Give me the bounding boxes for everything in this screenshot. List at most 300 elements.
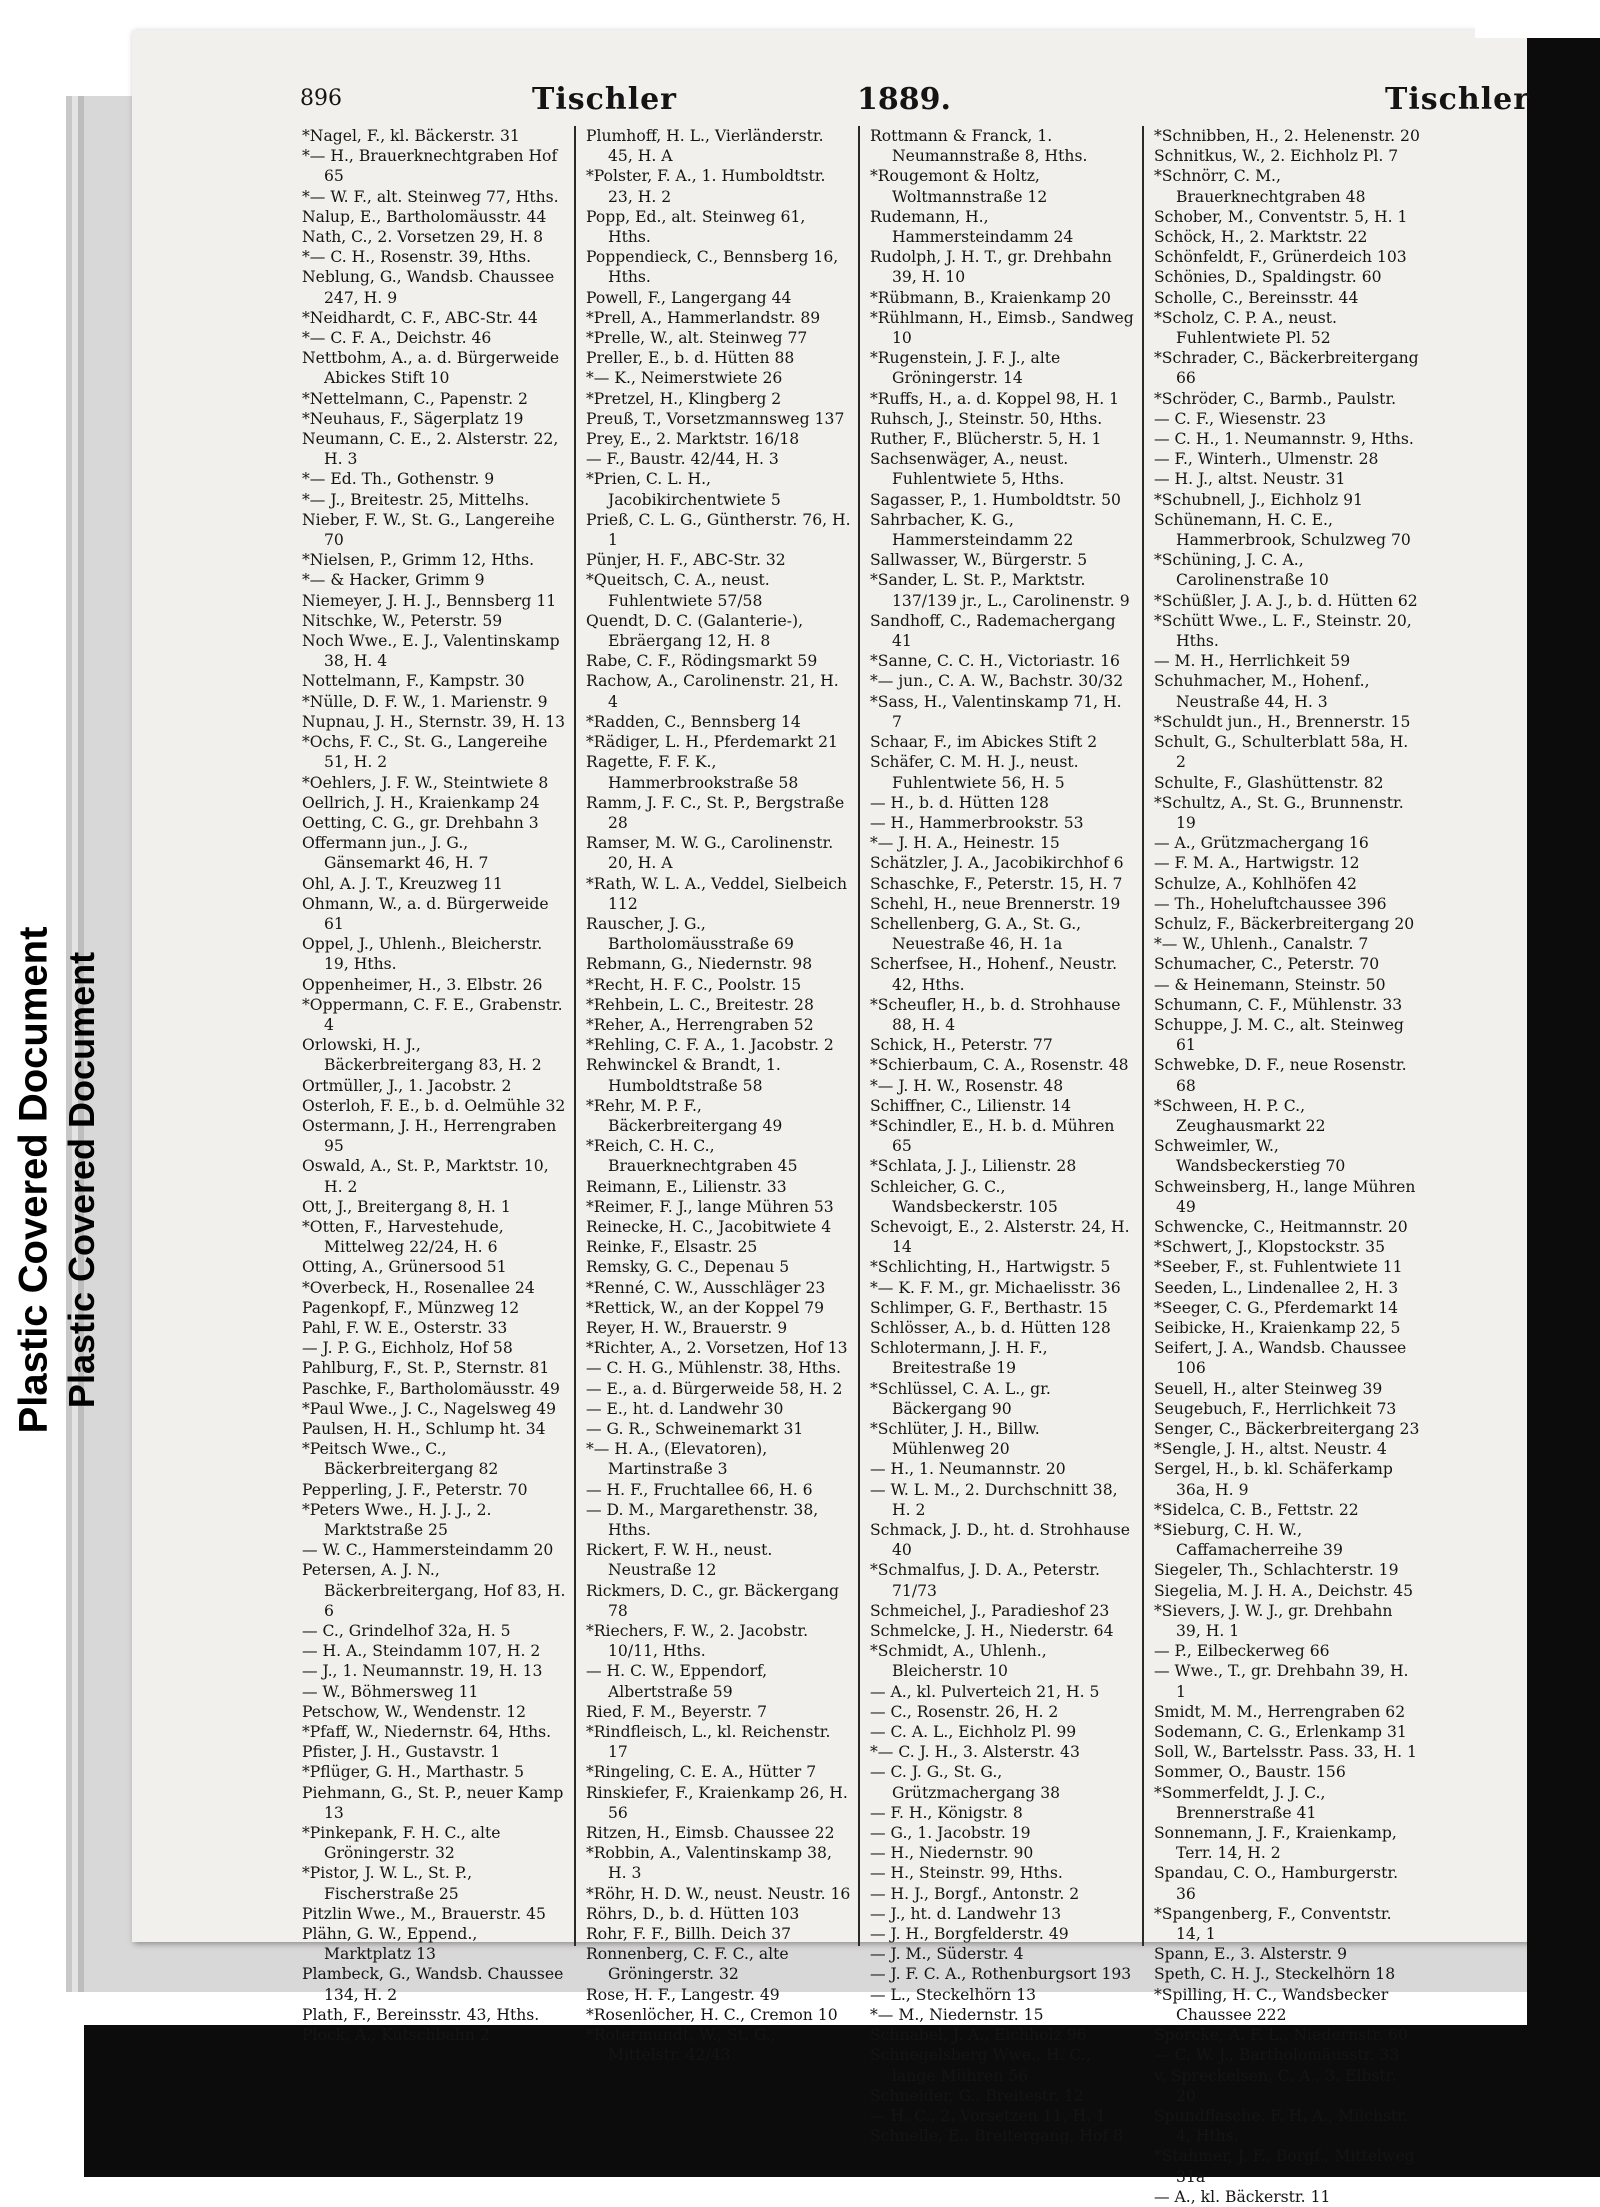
directory-entry: Nettbohm, A., a. d. Bürgerweide Abickes Stift 10 [302,349,560,388]
directory-entry: — H., Niedernstr. 90 [870,1844,1034,1863]
directory-entry: — C., Rosenstr. 26, H. 2 [870,1702,1059,1721]
directory-entry: *Schmalfus, J. D. A., Peterstr. 71/73 [870,1561,1100,1600]
directory-entry: *Schnibben, H., 2. Helenenstr. 20 [1154,127,1420,145]
directory-entry: *Rosenlöcher, H. C., Cremon 10 [586,2005,838,2024]
directory-entry: — H. F., Fruchtallee 66, H. 6 [586,1480,813,1499]
directory-entry: Rottmann & Franck, 1. Neumannstraße 8, Hths. [870,127,1088,166]
directory-entry: Nalup, E., Bartholomäusstr. 44 [302,207,547,226]
directory-entry: *Reimer, F. J., lange Mühren 53 [586,1197,834,1216]
directory-entry: Schober, M., Conventstr. 5, H. 1 [1154,207,1408,226]
directory-entry: Plähn, G. W., Eppend., Marktplatz 13 [302,1925,478,1964]
directory-entry: — & Heinemann, Steinstr. 50 [1154,975,1386,994]
directory-entry: Schnabel, J. A., Eichholz 96 [870,2026,1087,2045]
directory-entry: Schmelcke, J. H., Niederstr. 64 [870,1622,1114,1641]
directory-entry: *Röhr, H. D. W., neust. Neustr. 16 [586,1884,851,1903]
directory-entry: Schnitkus, W., 2. Eichholz Pl. 7 [1154,147,1399,166]
directory-entry: Schumacher, C., Peterstr. 70 [1154,955,1380,974]
directory-entry: Schiffner, C., Lilienstr. 14 [870,1096,1072,1115]
directory-entry: *— J. H. W., Rosenstr. 48 [870,1076,1064,1095]
directory-entry: *Schüßler, J. A. J., b. d. Hütten 62 [1154,591,1418,610]
directory-entry: Spandau, C. O., Hamburgerstr. 36 [1154,1864,1399,1903]
directory-entry: Neblung, G., Wandsb. Chaussee 247, H. 9 [302,268,555,307]
directory-entry: *— W. F., alt. Steinweg 77, Hths. [302,187,559,206]
side-label-ghost: Plastic Covered Document [11,926,56,1434]
directory-entry: — W. C., Hammersteindamm 20 [302,1541,554,1560]
directory-entry: Seifert, J. A., Wandsb. Chaussee 106 [1154,1339,1407,1378]
directory-entry: Noch Wwe., E. J., Valentinskamp 38, H. 4 [302,632,560,671]
directory-entry: — G. R., Schweinemarkt 31 [586,1420,804,1438]
directory-entry: — M. H., Herrlichkeit 59 [1154,652,1351,671]
directory-entry: Schuppe, J. M. C., alt. Steinweg 61 [1154,1015,1404,1055]
directory-entry: — C. W. J., Bartholomäusstr. 33 [1154,2046,1400,2065]
directory-entry: Rebmann, G., Niedernstr. 98 [586,955,813,974]
directory-entry: *Prell, A., Hammerlandstr. 89 [586,308,821,327]
year-heading: 1889. [857,82,951,117]
directory-entry: *Sengle, J. H., altst. Neustr. 4 [1154,1440,1387,1459]
directory-entry: Preller, E., b. d. Hütten 88 [586,349,795,368]
directory-entry: Rehwinckel & Brandt, 1. Humboldtstraße 58 [586,1056,781,1095]
directory-entry: *Polster, F. A., 1. Humboldtstr. 23, H. 2 [586,167,826,206]
directory-entry: Siegeler, Th., Schlachterstr. 19 [1154,1561,1399,1580]
directory-entry: — H., 1. Neumannstr. 20 [870,1460,1066,1479]
directory-entry: — D. M., Margarethenstr. 38, Hths. [586,1500,819,1540]
directory-entry: — C. J. G., St. G., Grützmachergang 38 [870,1763,1061,1802]
directory-entry: Spörcke, A. F. L., Niedernstr. 60 [1154,2026,1408,2045]
directory-entry: — F., Baustr. 42/44, H. 3 [586,450,779,469]
directory-entry: Oswald, A., St. P., Marktstr. 10, H. 2 [302,1157,549,1196]
directory-entry: *— H. A., (Elevatoren), Martinstraße 3 [586,1440,768,1479]
directory-entry: Seibicke, H., Kraienkamp 22, 5 [1154,1318,1401,1337]
directory-entry: — J. P. G., Eichholz, Hof 58 [302,1339,513,1358]
directory-entry: v. Spreckelsen, C. A., 3. Elbstr. 20 [1154,2066,1397,2105]
directory-entry: *Pinkepank, F. H. C., alte Gröningerstr. 32 [302,1824,501,1863]
directory-entry: *Oehlers, J. F. W., Steintwiete 8 [302,773,549,792]
directory-entry: *Riechers, F. W., 2. Jacobstr. 10/11, Hths. [586,1622,809,1661]
directory-entry: *Sidelca, C. B., Fettstr. 22 [1154,1500,1359,1519]
directory-entry: — H., Steinstr. 99, Hths. [870,1864,1063,1883]
directory-entry: — A., kl. Bäckerstr. 11 [1154,2187,1331,2206]
directory-entry: Sommer, O., Baustr. 156 [1154,1763,1346,1782]
directory-entry: Ronnenberg, C. F. C., alte Gröningerstr. 32 [586,1945,789,1984]
directory-entry: Schulte, F., Glashüttenstr. 82 [1154,773,1384,792]
directory-entry: Quendt, D. C. (Galanterie-), Ebräergang 12, H. 8 [586,611,804,651]
directory-entry: Reinke, F., Elsastr. 25 [586,1238,758,1257]
directory-entry: Ramser, M. W. G., Carolinenstr. 20, H. A [586,834,834,873]
directory-entry: *Peters Wwe., H. J. J., 2. Marktstraße 25 [302,1500,492,1540]
directory-entry: Smidt, M. M., Herrengraben 62 [1154,1702,1406,1721]
directory-entry: *Nettelmann, C., Papenstr. 2 [302,389,528,408]
directory-entry: Schehl, H., neue Brennerstr. 19 [870,894,1121,913]
directory-entry: *Schierbaum, C. A., Rosenstr. 48 [870,1056,1129,1075]
directory-entry: — A., kl. Pulverteich 21, H. 5 [870,1682,1100,1701]
directory-entry: Plambeck, G., Wandsb. Chaussee 134, H. 2 [302,1965,564,2004]
directory-entry: Oellrich, J. H., Kraienkamp 24 [302,793,540,812]
directory-entry: Siegelia, M. J. H. A., Deichstr. 45 [1154,1581,1414,1600]
directory-entry: *Prien, C. L. H., Jacobikirchentwiete 5 [586,470,781,509]
directory-entry: — Th., Hoheluftchaussee 396 [1154,894,1387,913]
directory-entry: *— J., Breitestr. 25, Mittelhs. [302,490,530,509]
directory-entry: Spann, E., 3. Alsterstr. 9 [1154,1945,1348,1964]
directory-entry: — C. H. G., Mühlenstr. 38, Hths. [586,1359,841,1378]
directory-entry: Prey, E., 2. Marktstr. 16/18 [586,430,800,449]
directory-entry: Schünemann, H. C. E., Hammerbrook, Schulzweg 70 [1154,510,1411,550]
directory-entry: *Oppermann, C. F. E., Grabenstr. 4 [302,995,563,1034]
directory-entry: *Ringeling, C. E. A., Hütter 7 [586,1763,817,1782]
directory-entry: *Schlata, J. J., Lilienstr. 28 [870,1157,1077,1176]
directory-entry: Rudemann, H., Hammersteindamm 24 [870,207,1074,247]
directory-entry: *Radden, C., Bennsberg 14 [586,712,801,731]
directory-entry: Ramm, J. F. C., St. P., Bergstraße 28 [586,793,845,832]
directory-entry: Rauscher, J. G., Bartholomäusstraße 69 [586,914,794,954]
directory-entry: Ott, J., Breitergang 8, H. 1 [302,1197,511,1216]
directory-entry: — C. H., 1. Neumannstr. 9, Hths. [1154,430,1414,449]
directory-entry: Schlotermann, J. H. F., Breitestraße 19 [870,1339,1048,1378]
directory-entry: Schweinsberg, H., lange Mühren 49 [1154,1177,1416,1216]
directory-entry: Osterloh, F. E., b. d. Oelmühle 32 [302,1096,566,1115]
directory-entry: Nupnau, J. H., Sternstr. 39, H. 13 [302,712,566,731]
directory-entry: *Richter, A., 2. Vorsetzen, Hof 13 [586,1339,848,1358]
directory-entry: *Rath, W. L. A., Veddel, Sielbeich 112 [586,874,848,913]
directory-entry: *Pretzel, H., Klingberg 2 [586,389,782,408]
directory-entry: Ried, F. M., Beyerstr. 7 [586,1702,768,1721]
directory-entry: *Schütt Wwe., L. F., Steinstr. 20, Hths. [1154,611,1412,651]
directory-entry: *Pflüger, G. H., Marthastr. 5 [302,1763,525,1782]
directory-entry: Seeden, L., Lindenallee 2, H. 3 [1154,1278,1399,1297]
directory-entry: *Stahmer, J. F., Borgf., Mittelweg 31a [1154,2147,1415,2186]
directory-entry: *Schindler, E., H. b. d. Mühren 65 [870,1116,1115,1156]
directory-entry: — F. H., Königstr. 8 [870,1803,1023,1822]
directory-entry: Offermann jun., J. G., Gänsemarkt 46, H. 7 [302,834,489,873]
directory-entry: Paulsen, H. H., Schlump ht. 34 [302,1420,546,1438]
directory-entry: Oppenheimer, H., 3. Elbstr. 26 [302,975,543,994]
directory-entry: *Ochs, F. C., St. G., Langereihe 51, H. 2 [302,733,548,772]
directory-entry: Sandhoff, C., Rademachergang 41 [870,611,1116,651]
directory-entry: *Scholz, C. P. A., neust. Fuhlentwiete Pl. 52 [1154,308,1337,348]
directory-entry: Nieber, F. W., St. G., Langereihe 70 [302,510,555,550]
directory-entry: Schaar, F., im Abickes Stift 2 [870,733,1098,752]
directory-entry: *Schnörr, C. M., Brauerknechtgraben 48 [1154,167,1366,206]
running-title-right: Tischler [1385,82,1530,117]
directory-entry: Plock, A., Kutschbahn 2 [302,2026,490,2045]
directory-entry: *Seeger, C. G., Pferdemarkt 14 [1154,1298,1399,1317]
directory-entry: Senger, C., Bäckerbreitergang 23 [1154,1420,1420,1438]
directory-entry: *Nagel, F., kl. Bäckerstr. 31 [302,127,520,145]
directory-entry: — H. C., 2. Vorsetzen 11, H. 1 [870,2106,1106,2125]
directory-entry: Paschke, F., Bartholomäusstr. 49 [302,1379,560,1398]
directory-entry: — H. J., Borgf., Antonstr. 2 [870,1884,1080,1903]
directory-entry: *Paul Wwe., J. C., Nagelsweg 49 [302,1399,557,1418]
directory-entry: Schneider, G., Breitestr. 12 [870,2086,1084,2105]
directory-entry: Neumann, C. E., 2. Alsterstr. 22, H. 3 [302,430,559,469]
directory-entry: Schlimper, G. F., Berthastr. 15 [870,1298,1108,1317]
directory-entry: — H., Hammerbrookstr. 53 [870,813,1084,832]
directory-entry: *Rugenstein, J. F. J., alte Gröningerstr. 14 [870,349,1061,388]
directory-entry: Remsky, G. C., Depenau 5 [586,1258,790,1277]
directory-entry: *Schultz, A., St. G., Brunnenstr. 19 [1154,793,1404,832]
directory-entry: Schult, G., Schulterblatt 58a, H. 2 [1154,733,1409,772]
directory-entry: Schönfeldt, F., Grünerdeich 103 [1154,248,1407,267]
directory-entry: Reimann, E., Lilienstr. 33 [586,1177,787,1196]
directory-column-3 [858,126,1142,2146]
directory-entry: — J. H., Borgfelderstr. 49 [870,1925,1069,1944]
directory-entry: Schumann, C. F., Mühlenstr. 33 [1154,995,1403,1014]
directory-entry: *Neuhaus, F., Sägerplatz 19 [302,409,524,428]
directory-entry: — J., 1. Neumannstr. 19, H. 13 [302,1662,543,1681]
directory-entry: — C. A. L., Eichholz Pl. 99 [870,1723,1077,1742]
directory-entry: Rickmers, D. C., gr. Bäckergang 78 [586,1581,839,1620]
directory-entry: *Sieburg, C. H. W., Caffamacherreihe 39 [1154,1521,1343,1560]
directory-column-1 [292,126,574,2045]
directory-entry: Sergel, H., b. kl. Schäferkamp 36a, H. 9 [1154,1460,1393,1499]
directory-entry: Schellenberg, G. A., St. G., Neuestraße 46, H. 1a [870,914,1082,954]
directory-entry: Ruhsch, J., Steinstr. 50, Hths. [870,409,1103,428]
directory-entry: Rickert, F. W. H., neust. Neustraße 12 [586,1541,773,1580]
directory-entry: *Schlüter, J. H., Billw. Mühlenweg 20 [870,1420,1040,1459]
directory-entry: *Sander, L. St. P., Marktstr. 137/139 jr., L., Carolinenstr. 9 [870,571,1130,610]
directory-entry: Pünjer, H. F., ABC-Str. 32 [586,551,786,570]
directory-entry: — J. F. C. A., Rothenburgsort 193 [870,1965,1132,1984]
directory-entry: *— Ed. Th., Gothenstr. 9 [302,470,495,489]
directory-entry: Ritzen, H., Eimsb. Chaussee 22 [586,1824,835,1843]
directory-entry: Schulz, F., Bäckerbreitergang 20 [1154,914,1415,933]
directory-entry: *Rehbein, L. C., Breitestr. 28 [586,995,814,1014]
directory-entry: Schwencke, C., Heitmannstr. 20 [1154,1217,1408,1236]
directory-entry: — Wwe., T., gr. Drehbahn 39, H. 1 [1154,1662,1409,1701]
directory-entry: Rinskiefer, F., Kraienkamp 26, H. 56 [586,1783,848,1822]
directory-entry: *— C. F. A., Deichstr. 46 [302,329,492,348]
directory-entry: Sachsenwäger, A., neust. Fuhlentwiete 5, Hths. [870,450,1069,489]
directory-entry: *Seeber, F., st. Fuhlentwiete 11 [1154,1258,1403,1277]
directory-entry: *Neidhardt, C. F., ABC-Str. 44 [302,308,538,327]
directory-entry: Schmack, J. D., ht. d. Strohhause 40 [870,1521,1130,1560]
directory-entry: — W. L. M., 2. Durchschnitt 38, H. 2 [870,1480,1118,1519]
directory-entry: Ruther, F., Blücherstr. 5, H. 1 [870,430,1102,449]
directory-entry: Schaschke, F., Peterstr. 15, H. 7 [870,874,1123,893]
directory-entry: *Schrader, C., Bäckerbreitergang 66 [1154,349,1419,388]
directory-entry: *— K., Neimerstwiete 26 [586,369,783,388]
directory-entry: Soll, W., Bartelsstr. Pass. 33, H. 1 [1154,1743,1417,1762]
directory-entry: *Rehr, M. P. F., Bäckerbreitergang 49 [586,1096,783,1135]
directory-entry: — L., Steckelhörn 13 [870,1985,1037,2004]
directory-entry: — C., Grindelhof 32a, H. 5 [302,1622,511,1641]
directory-entry: Rohr, F. F., Billh. Deich 37 [586,1925,792,1944]
directory-entry: Nitschke, W., Peterstr. 59 [302,611,503,630]
directory-entry: Petersen, A. J. N., Bäckerbreitergang, Hof 83, H. 6 [302,1561,566,1620]
directory-entry: — G., 1. Jacobstr. 19 [870,1824,1031,1843]
directory-entry: Schick, H., Peterstr. 77 [870,1036,1053,1055]
directory-entry: *Schüning, J. C. A., Carolinenstraße 10 [1154,551,1329,590]
directory-entry: *Nülle, D. F. W., 1. Marienstr. 9 [302,692,548,711]
directory-entry: Rachow, A., Carolinenstr. 21, H. 4 [586,672,839,711]
directory-entry: Rudolph, J. H. T., gr. Drehbahn 39, H. 10 [870,248,1112,287]
directory-entry: Powell, F., Langergang 44 [586,288,792,307]
directory-entry: Oetting, C. G., gr. Drehbahn 3 [302,813,539,832]
directory-entry: *— M., Niedernstr. 15 [870,2005,1044,2024]
directory-entry: Scherfsee, H., Hohenf., Neustr. 42, Hths. [870,955,1118,994]
directory-entry: *— K. F. M., gr. Michaelisstr. 36 [870,1278,1121,1297]
directory-entry: Ragette, F. F. K., Hammerbrookstraße 58 [586,753,799,792]
directory-entry: *Schlüssel, C. A. L., gr. Bäckergang 90 [870,1379,1051,1418]
directory-entry: Plath, F., Bereinsstr. 43, Hths. [302,2005,540,2024]
directory-entry: Scholle, C., Bereinsstr. 44 [1154,288,1359,307]
directory-entry: *— jun., C. A. W., Bachstr. 30/32 [870,672,1124,691]
directory-entry: Sallwasser, W., Bürgerstr. 5 [870,551,1088,570]
directory-entry: *Nielsen, P., Grimm 12, Hths. [302,551,535,570]
directory-entry: *Pfaff, W., Niedernstr. 64, Hths. [302,1723,552,1742]
directory-entry: Plumhoff, H. L., Vierländerstr. 45, H. A [586,127,824,166]
running-title-left: Tischler [532,82,677,117]
directory-entry: Schwebke, D. F., neue Rosenstr. 68 [1154,1056,1407,1095]
page-header [292,82,1530,132]
directory-entry: *Schmidt, A., Uhlenh., Bleicherstr. 10 [870,1642,1047,1681]
directory-entry: Sonnemann, J. F., Kraienkamp, Terr. 14, H. 2 [1154,1824,1397,1863]
directory-entry: *— C. H., Rosenstr. 39, Hths. [302,248,532,267]
directory-entry: *Peitsch Wwe., C., Bäckerbreitergang 82 [302,1440,499,1479]
corner-white [1475,0,1600,38]
directory-entry: — E., ht. d. Landwehr 30 [586,1399,784,1418]
directory-entry: Schuhmacher, M., Hohenf., Neustraße 44, H. 3 [1154,672,1370,711]
directory-entry: Ostermann, J. H., Herrengraben 95 [302,1116,557,1156]
directory-entry: — H. C. W., Eppendorf, Albertstraße 59 [586,1662,768,1701]
directory-entry: *Sommerfeldt, J. J. C., Brennerstraße 41 [1154,1783,1326,1822]
directory-entry: Popp, Ed., alt. Steinweg 61, Hths. [586,207,806,247]
directory-entry: Seugebuch, F., Herrlichkeit 73 [1154,1399,1397,1418]
directory-entry: Preuß, T., Vorsetzmannsweg 137 [586,409,845,428]
directory-entry: Pfister, J. H., Gustavstr. 1 [302,1743,501,1762]
directory-entry: Pahlburg, F., St. P., Sternstr. 81 [302,1359,550,1378]
directory-entry: — H., b. d. Hütten 128 [870,793,1049,812]
directory-entry: *— W., Uhlenh., Canalstr. 7 [1154,935,1369,954]
right-scan-border [1527,0,1600,2177]
directory-entry: *Rougemont & Holtz, Woltmannstraße 12 [870,167,1048,206]
directory-entry: *— J. H. A., Heinestr. 15 [870,834,1060,853]
directory-entry: Röhrs, D., b. d. Hütten 103 [586,1904,800,1923]
directory-entry: Seuell, H., alter Steinweg 39 [1154,1379,1383,1398]
directory-entry: Ohl, A. J. T., Kreuzweg 11 [302,874,503,893]
directory-entry: Otting, A., Grünersood 51 [302,1258,507,1277]
directory-entry: *Reich, C. H. C., Brauerknechtgraben 45 [586,1137,798,1176]
directory-entry: Sagasser, P., 1. Humboldtstr. 50 [870,490,1121,509]
directory-entry: *Renné, C. W., Ausschläger 23 [586,1278,826,1297]
directory-entry: Schöck, H., 2. Marktstr. 22 [1154,228,1368,247]
directory-entry: Poppendieck, C., Bennsberg 16, Hths. [586,248,839,287]
directory-entry: — E., a. d. Bürgerweide 58, H. 2 [586,1379,843,1398]
directory-entry: — F., Winterh., Ulmenstr. 28 [1154,450,1379,469]
directory-entry: — J. M., Süderstr. 4 [870,1945,1024,1964]
directory-entry: *Schröder, C., Barmb., Paulstr. [1154,389,1397,408]
directory-entry: Ohmann, W., a. d. Bürgerweide 61 [302,894,549,933]
directory-entry: Pagenkopf, F., Münzweg 12 [302,1298,520,1317]
directory-entry: Schweimler, W., Wandsbeckerstieg 70 [1154,1137,1346,1176]
directory-entry: Pepperling, J. F., Peterstr. 70 [302,1480,528,1499]
directory-entry: Rabe, C. F., Rödingsmarkt 59 [586,652,818,671]
directory-entry: Schnelle, E., Breitergang, Hof 8 [870,2127,1124,2146]
directory-entry: Sodemann, C. G., Erlenkamp 31 [1154,1723,1407,1742]
directory-entry: *Sievers, J. W. J., gr. Drehbahn 39, H. 1 [1154,1601,1393,1641]
directory-entry: — W., Böhmersweg 11 [302,1682,479,1701]
side-label [0,780,112,1580]
directory-entry: Schleicher, G. C., Wandsbeckerstr. 105 [870,1177,1058,1216]
directory-entry: Schulze, A., Kohlhöfen 42 [1154,874,1357,893]
directory-entry: — A., Grützmachergang 16 [1154,834,1369,853]
page-number: 896 [300,86,342,111]
directory-entry: Speth, C. H. J., Steckelhörn 18 [1154,1965,1396,1984]
directory-entry: Reyer, H. W., Brauerstr. 9 [586,1318,788,1337]
directory-entry: *Rädiger, L. H., Pferdemarkt 21 [586,733,838,752]
directory-entry: Ortmüller, J., 1. Jacobstr. 2 [302,1076,512,1095]
directory-entry: *Queitsch, C. A., neust. Fuhlentwiete 57/58 [586,571,770,610]
directory-entry: *Sass, H., Valentinskamp 71, H. 7 [870,692,1122,731]
directory-entry: Rose, H. F., Langestr. 49 [586,1985,780,2004]
directory-entry: Petschow, W., Wendenstr. 12 [302,1702,527,1721]
directory-entry: *Schwert, J., Klopstockstr. 35 [1154,1238,1385,1257]
directory-entry: Pitzlin Wwe., M., Brauerstr. 45 [302,1904,546,1923]
directory-entry: *Schlichting, H., Hartwigstr. 5 [870,1258,1111,1277]
directory-column-4 [1142,126,1426,2206]
side-label-text: Plastic Covered Document [61,951,102,1409]
directory-entry: Sahrbacher, K. G., Hammersteindamm 22 [870,510,1074,550]
directory-entry: *Rehling, C. F. A., 1. Jacobstr. 2 [586,1036,834,1055]
directory-entry: *Sanne, C. C. H., Victoriastr. 16 [870,652,1120,671]
directory-entry: Orlowski, H. J., Bäckerbreitergang 83, H. 2 [302,1036,542,1075]
directory-entry: Schmeichel, J., Paradieshof 23 [870,1601,1110,1620]
directory-entry: Reinecke, H. C., Jacobitwiete 4 [586,1217,832,1236]
directory-entry: Nottelmann, F., Kampstr. 30 [302,672,525,691]
directory-entry: *Spangenberg, F., Conventstr. 14, 1 [1154,1904,1392,1944]
directory-entry: *Schuldt jun., H., Brennerstr. 15 [1154,712,1411,731]
directory-entry: — J., ht. d. Landwehr 13 [870,1904,1062,1923]
directory-entry: — H. A., Steindamm 107, H. 2 [302,1642,541,1661]
directory-entry: *Scheufler, H., b. d. Strohhause 88, H. 4 [870,995,1121,1034]
directory-entry: *Prelle, W., alt. Steinweg 77 [586,329,808,348]
directory-entry: *Recht, H. F. C., Poolstr. 15 [586,975,802,994]
directory-entry: *Spilling, H. C., Wandsbecker Chaussee 222 [1154,1985,1389,2024]
directory-entry: Prieß, C. L. G., Güntherstr. 76, H. 1 [586,510,851,550]
directory-entry: Spundflasche, F. H. A., Milchstr. 4, Hths. [1154,2106,1408,2146]
directory-entry: *Overbeck, H., Rosenallee 24 [302,1278,535,1297]
directory-entry: Oppel, J., Uhlenh., Bleicherstr. 19, Hths. [302,935,543,974]
directory-entry: *Pistor, J. W. L., St. P., Fischerstraße 25 [302,1864,473,1903]
directory-entry: — F. M. A., Hartwigstr. 12 [1154,854,1360,873]
directory-entry: Schäfer, C. M. H. J., neust. Fuhlentwiete 56, H. 5 [870,753,1079,792]
directory-column-2 [574,126,858,2065]
directory-entry: *Robbin, A., Valentinskamp 38, H. 3 [586,1844,832,1883]
directory-entry: *Rindfleisch, L., kl. Reichenstr. 17 [586,1723,831,1762]
directory-entry: *Rübmann, B., Kraienkamp 20 [870,288,1111,307]
directory-entry: *Reher, A., Herrengraben 52 [586,1015,814,1034]
directory-entry: Schätzler, J. A., Jacobikirchhof 6 [870,854,1124,873]
directory-entry: Schevoigt, E., 2. Alsterstr. 24, H. 14 [870,1217,1130,1257]
directory-entry: — C. F., Wiesenstr. 23 [1154,409,1327,428]
directory-entry: Schlösser, A., b. d. Hütten 128 [870,1318,1111,1337]
directory-entry: Piehmann, G., St. P., neuer Kamp 13 [302,1783,564,1822]
directory-entry: Niemeyer, J. H. J., Bennsberg 11 [302,591,557,610]
directory-entry: *Rettick, W., an der Koppel 79 [586,1298,825,1317]
directory-entry: *Schubnell, J., Eichholz 91 [1154,490,1363,509]
directory-entry: *— H., Brauerknechtgraben Hof 65 [302,147,558,186]
directory-entry: Schnegelsberg Wwe., H. C., lange Mühren 56 [870,2046,1091,2085]
directory-entry: — P., Eilbeckerweg 66 [1154,1642,1330,1661]
directory-entry: *Rühlmann, H., Eimsb., Sandweg 10 [870,308,1134,348]
directory-columns [292,126,1426,2206]
directory-entry: Nath, C., 2. Vorsetzen 29, H. 8 [302,228,544,247]
directory-entry: *Otten, F., Harvestehude, Mittelweg 22/24, H. 6 [302,1217,504,1257]
directory-entry: — H. J., altst. Neustr. 31 [1154,470,1346,489]
directory-entry: *— & Hacker, Grimm 9 [302,571,485,590]
directory-entry: *Ruffs, H., a. d. Koppel 98, H. 1 [870,389,1120,408]
directory-entry: Schönies, D., Spaldingstr. 60 [1154,268,1382,287]
directory-entry: Pahl, F. W. E., Osterstr. 33 [302,1318,508,1337]
